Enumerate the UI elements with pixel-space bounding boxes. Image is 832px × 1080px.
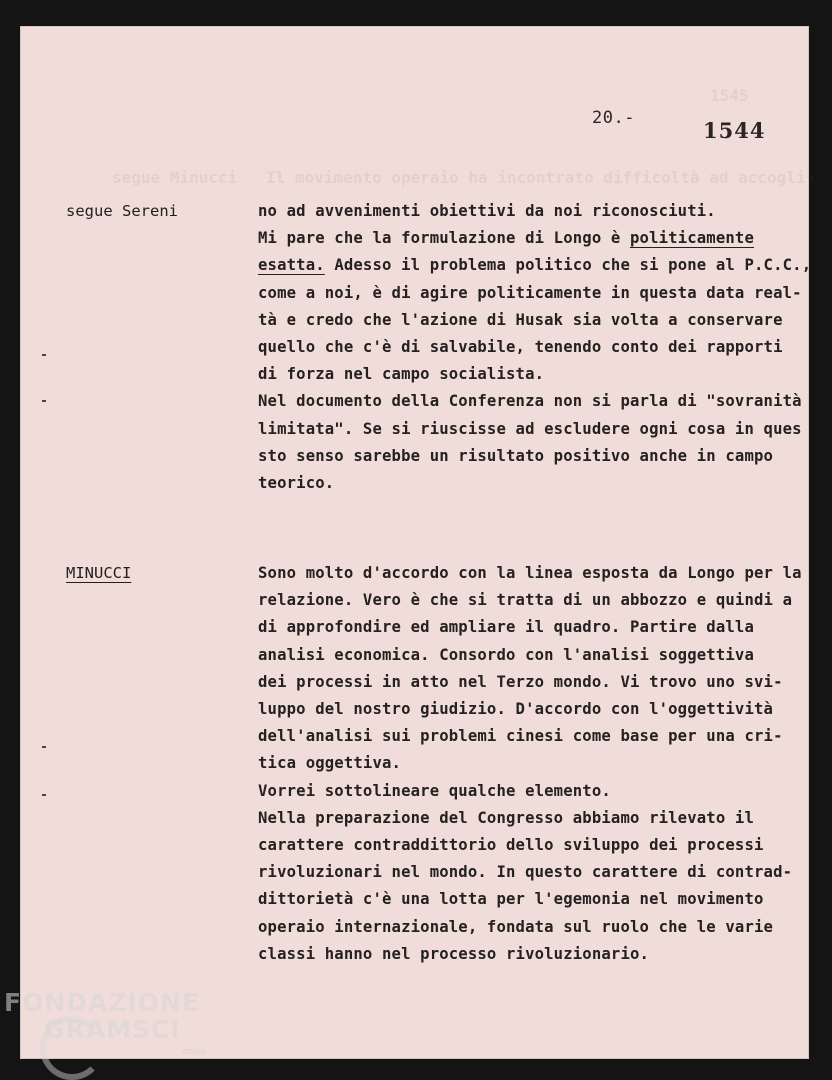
watermark-line-2: GRAMSCI	[44, 1015, 181, 1044]
text-line: rivoluzionari nel mondo. In questo carattere di contrad-	[258, 863, 793, 882]
gramsci-g-icon	[40, 1016, 104, 1080]
underlined-word: politicamente	[630, 229, 754, 248]
speaker-minucci: MINUCCI	[66, 564, 132, 582]
text-line: operaio internazionale, fondata sul ruolo che le varie	[258, 917, 774, 936]
speaker-sereni: segue Sereni	[66, 202, 178, 220]
text-line: limitata". Se si riuscisse ad escludere ogni cosa in ques	[258, 419, 802, 438]
text-line: Nel documento della Conferenza non si parla di "sovranità	[258, 392, 802, 411]
margin-mark	[42, 400, 46, 402]
margin-mark	[42, 746, 46, 748]
text-line: dittorietà c'è una lotta per l'egemonia nel movimento	[258, 890, 764, 909]
margin-mark	[42, 794, 46, 796]
text-line: teorico.	[258, 474, 335, 493]
archive-number: 1544	[703, 118, 766, 143]
watermark-line-1: FONDAZIONE	[4, 988, 201, 1017]
paragraph-minucci	[258, 560, 808, 968]
watermark-logo	[4, 988, 207, 1057]
text-line: carattere contraddittorio dello sviluppo dei processi	[258, 836, 764, 855]
paragraph-sereni	[258, 198, 812, 497]
text-line: quello che c'è di salvabile, tenendo conto dei rapporti	[258, 338, 783, 357]
text-line: relazione. Vero è che si tratta di un abbozzo e quindi a	[258, 591, 793, 610]
underlined-word: esatta.	[258, 256, 325, 275]
watermark-suffix: onlus	[182, 1047, 207, 1057]
text-line: di approfondire ed ampliare il quadro. Partire dalla	[258, 618, 754, 637]
document-page	[20, 26, 816, 1059]
text-line: no ad avvenimenti obiettivi da noi riconosciuti.	[258, 202, 716, 220]
text-line: esatta. Adesso il problema politico che si pone al P.C.C.,	[258, 256, 812, 275]
bleed-through-number: 1545	[710, 86, 749, 105]
text-line: luppo del nostro giudizio. D'accordo con l'oggettività	[258, 700, 774, 719]
text-line: Nella preparazione del Congresso abbiamo rilevato il	[258, 808, 754, 827]
text-line: classi hanno nel processo rivoluzionario.	[258, 944, 650, 963]
margin-mark	[42, 354, 46, 356]
text-line: sto senso sarebbe un risultato positivo anche in campo	[258, 446, 774, 465]
text-line: tica oggettiva.	[258, 754, 402, 773]
text-line: Mi pare che la formulazione di Longo è politicamente	[258, 229, 754, 248]
text-line: Vorrei sottolineare qualche elemento.	[258, 781, 611, 800]
text-line: Sono molto d'accordo con la linea esposta da Longo per la	[258, 564, 802, 582]
text-line: analisi economica. Consordo con l'analisi soggettiva	[258, 645, 754, 664]
text-line: tà e credo che l'azione di Husak sia volta a conservare	[258, 310, 783, 329]
page-number: 20.-	[592, 108, 635, 128]
text-line: dei processi in atto nel Terzo mondo. Vi trovo uno svi-	[258, 672, 783, 691]
text-line: di forza nel campo socialista.	[258, 365, 545, 384]
bleed-through-text: segue Minucci Il movimento operaio ha incontrato difficoltà ad accogli-	[112, 168, 816, 187]
text-line: come a noi, è di agire politicamente in questa data real-	[258, 283, 802, 302]
text-line: dell'analisi sui problemi cinesi come base per una cri-	[258, 727, 783, 746]
